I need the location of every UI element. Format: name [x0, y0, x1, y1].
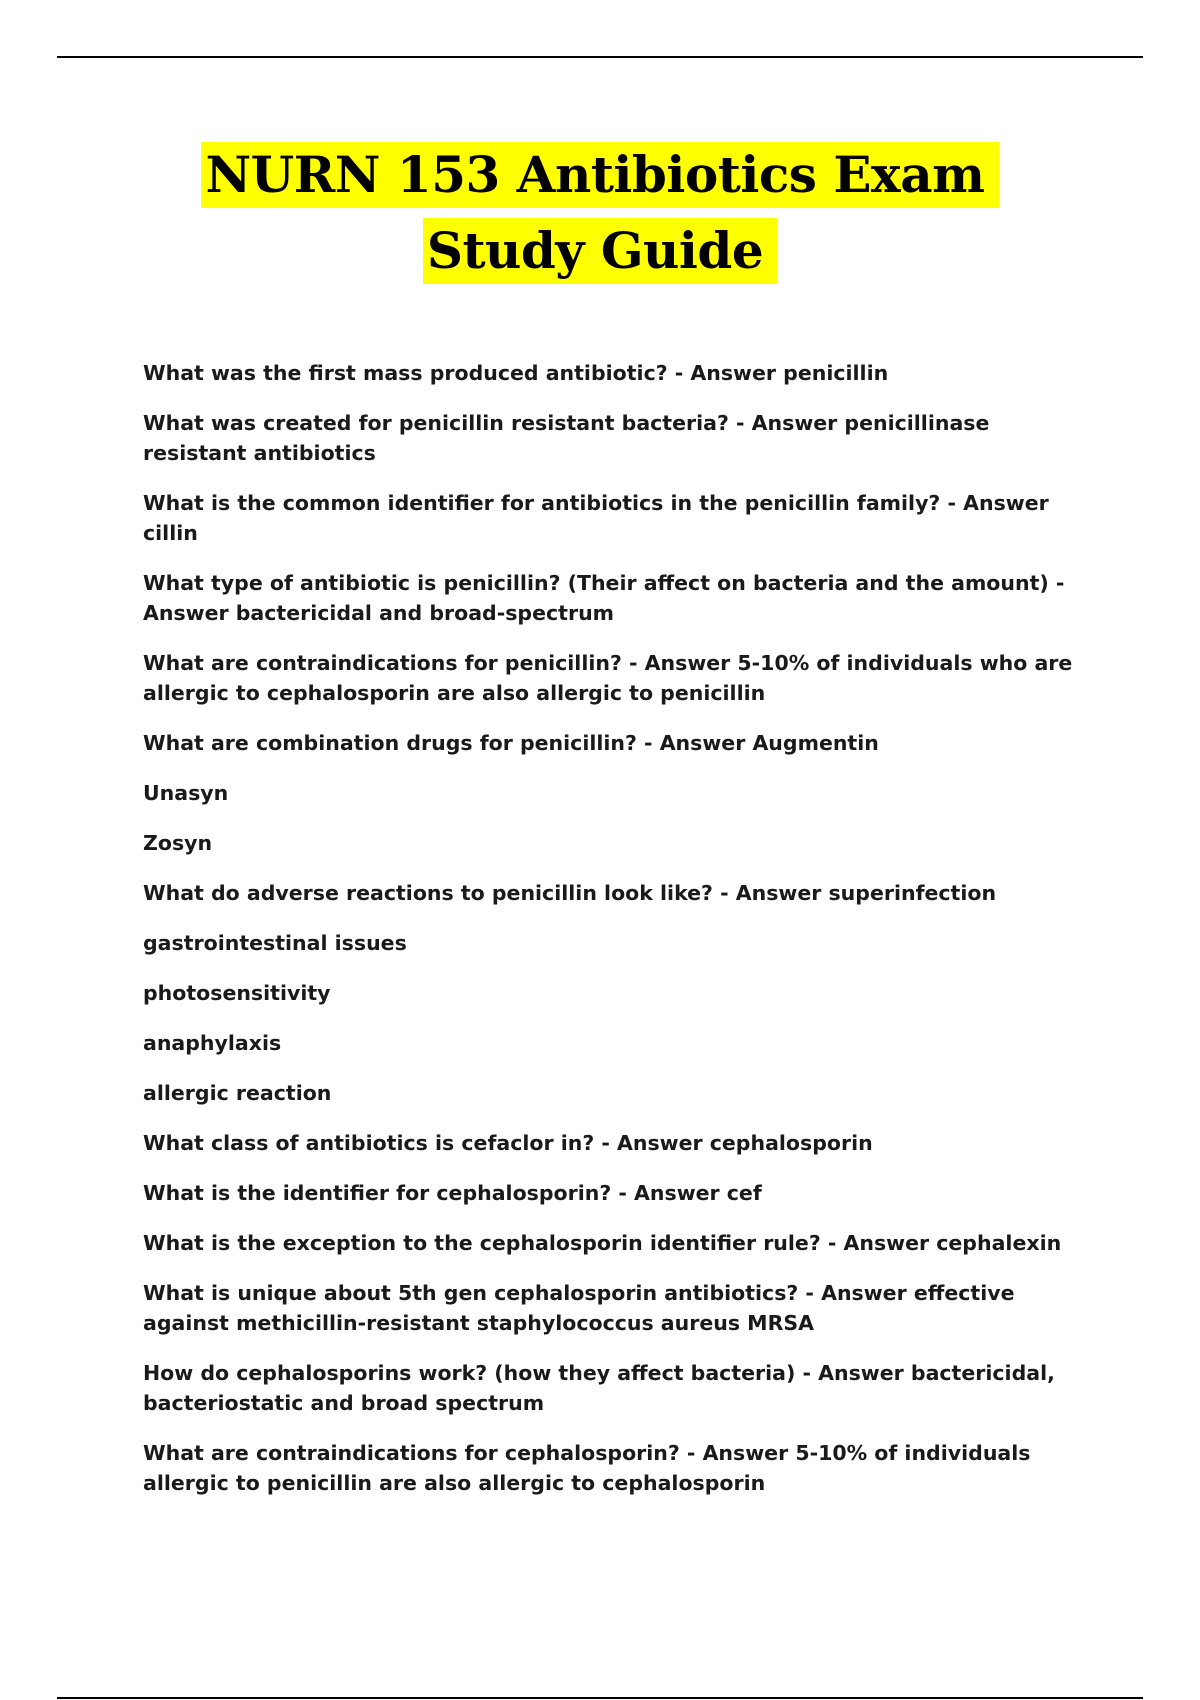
- qa-paragraph: gastrointestinal issues: [143, 931, 407, 955]
- qa-paragraph: anaphylaxis: [143, 1031, 282, 1055]
- qa-paragraph: What are contraindications for penicillin? - Answer 5-10% of individuals who are allergic to cephalosporin are also allergic to penicillin: [143, 651, 1073, 705]
- qa-paragraph: What are combination drugs for penicillin? - Answer Augmentin: [143, 731, 879, 755]
- qa-paragraph: photosensitivity: [143, 981, 331, 1005]
- qa-paragraph: What is the identifier for cephalosporin? - Answer cef: [143, 1181, 762, 1205]
- qa-paragraph: What class of antibiotics is cefaclor in? - Answer cephalosporin: [143, 1131, 873, 1155]
- qa-paragraph: How do cephalosporins work? (how they affect bacteria) - Answer bactericidal, bacteriostatic and broad spectrum: [143, 1361, 1055, 1415]
- qa-paragraph: What was created for penicillin resistant bacteria? - Answer penicillinase resistant antibiotics: [143, 411, 990, 465]
- title-line-1: NURN 153 Antibiotics Exam: [201, 142, 998, 208]
- bottom-divider: [57, 1697, 1143, 1699]
- top-divider: [57, 56, 1143, 58]
- qa-paragraph: What is the exception to the cephalosporin identifier rule? - Answer cephalexin: [143, 1231, 1062, 1255]
- qa-paragraph: Unasyn: [143, 781, 229, 805]
- qa-list: [143, 358, 1098, 1518]
- qa-paragraph: What is unique about 5th gen cephalosporin antibiotics? - Answer effective against methicillin-resistant staphylococcus aureus MRSA: [143, 1281, 1015, 1335]
- qa-paragraph: What was the first mass produced antibiotic? - Answer penicillin: [143, 361, 889, 385]
- qa-paragraph: What type of antibiotic is penicillin? (Their affect on bacteria and the amount) - Answer bactericidal and broad-spectrum: [143, 571, 1065, 625]
- title-line-2: Study Guide: [423, 218, 777, 284]
- qa-paragraph: What do adverse reactions to penicillin look like? - Answer superinfection: [143, 881, 997, 905]
- qa-paragraph: What is the common identifier for antibiotics in the penicillin family? - Answer cillin: [143, 491, 1049, 545]
- qa-paragraph: Zosyn: [143, 831, 213, 855]
- qa-paragraph: allergic reaction: [143, 1081, 332, 1105]
- qa-paragraph: What are contraindications for cephalosporin? - Answer 5-10% of individuals allergic to penicillin are also allergic to cephalosporin: [143, 1441, 1031, 1495]
- document-title: [0, 142, 1200, 284]
